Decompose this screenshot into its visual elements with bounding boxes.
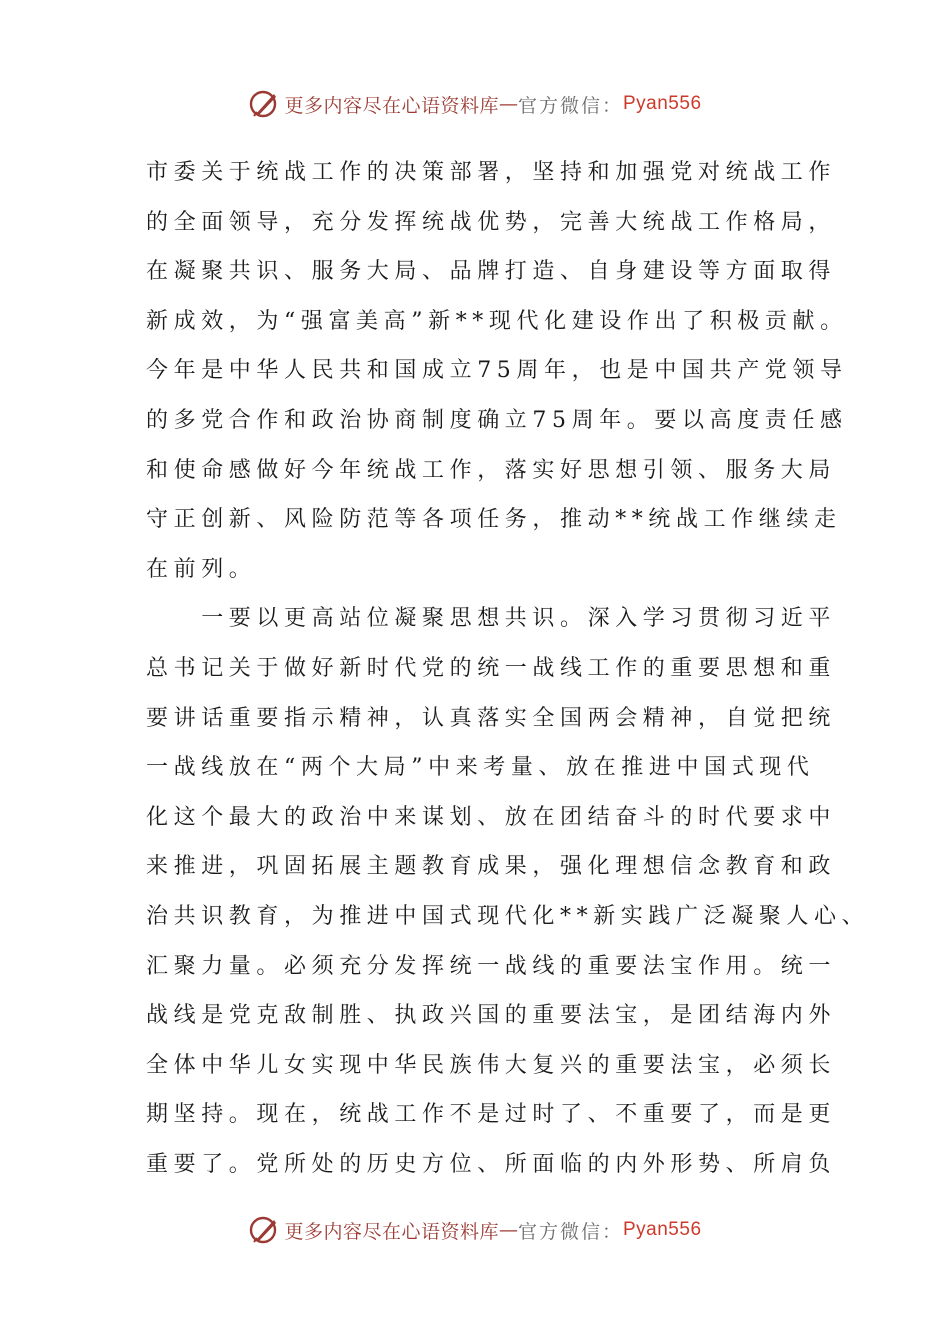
text-line: 来推进，巩固拓展主题教育成果，强化理想信念教育和政 xyxy=(146,854,837,880)
text-line: 守正创新、风险防范等各项任务，推动**统战工作继续走 xyxy=(146,507,842,533)
footer-banner xyxy=(0,1210,950,1250)
banner-separator: — xyxy=(498,1219,518,1241)
text-line: 要讲话重要指示精神，认真落实全国两会精神，自觉把统 xyxy=(146,705,837,731)
banner-wechat-label: 官方微信： xyxy=(517,94,623,117)
text-line: 全体中华儿女实现中华民族伟大复兴的重要法宝，必须长 xyxy=(146,1052,837,1078)
text-line: 的多党合作和政治协商制度确立75周年。要以高度责任感 xyxy=(146,407,848,433)
banner-separator: — xyxy=(498,93,518,115)
text-line: 重要了。党所处的历史方位、所面临的内外形势、所肩负 xyxy=(146,1151,837,1177)
banner-site-text: 更多内容尽在心语资料库 xyxy=(284,94,499,117)
text-line: 今年是中华人民共和国成立75周年，也是中国共产党领导 xyxy=(146,358,848,384)
text-line: 在前列。 xyxy=(146,556,257,582)
text-line: 的全面领导，充分发挥统战优势，完善大统战工作格局， xyxy=(146,209,837,235)
header-banner xyxy=(0,84,950,124)
text-line: 一战线放在“两个大局”中来考量、放在推进中国式现代 xyxy=(146,755,815,781)
banner-wechat-id: Pyan556 xyxy=(623,93,702,114)
text-line: 在凝聚共识、服务大局、品牌打造、自身建设等方面取得 xyxy=(146,259,837,285)
quill-pen-logo-icon xyxy=(248,88,280,120)
quill-pen-logo-icon xyxy=(248,1214,280,1246)
text-line: 一要以更高站位凝聚思想共识。深入学习贯彻习近平 xyxy=(146,606,837,632)
text-line: 新成效，为“强富美高”新**现代化建设作出了积极贡献。 xyxy=(146,308,848,334)
text-line: 化这个最大的政治中来谋划、放在团结奋斗的时代要求中 xyxy=(146,804,837,830)
text-line: 汇聚力量。必须充分发挥统一战线的重要法宝作用。统一 xyxy=(146,953,837,979)
text-line: 期坚持。现在，统战工作不是过时了、不重要了，而是更 xyxy=(146,1102,837,1128)
text-line: 市委关于统战工作的决策部署，坚持和加强党对统战工作 xyxy=(146,160,837,185)
banner-wechat-label: 官方微信： xyxy=(517,1220,623,1243)
banner-wechat-id: Pyan556 xyxy=(623,1219,702,1240)
text-line: 和使命感做好今年统战工作，落实好思想引领、服务大局 xyxy=(146,457,837,483)
text-line: 总书记关于做好新时代党的统一战线工作的重要思想和重 xyxy=(146,655,837,681)
banner-site-text: 更多内容尽在心语资料库 xyxy=(284,1220,499,1243)
text-line: 治共识教育，为推进中国式现代化**新实践广泛凝聚人心、 xyxy=(146,903,870,929)
document-body xyxy=(146,148,870,1189)
text-line: 战线是党克敌制胜、执政兴国的重要法宝，是团结海内外 xyxy=(146,1003,837,1029)
